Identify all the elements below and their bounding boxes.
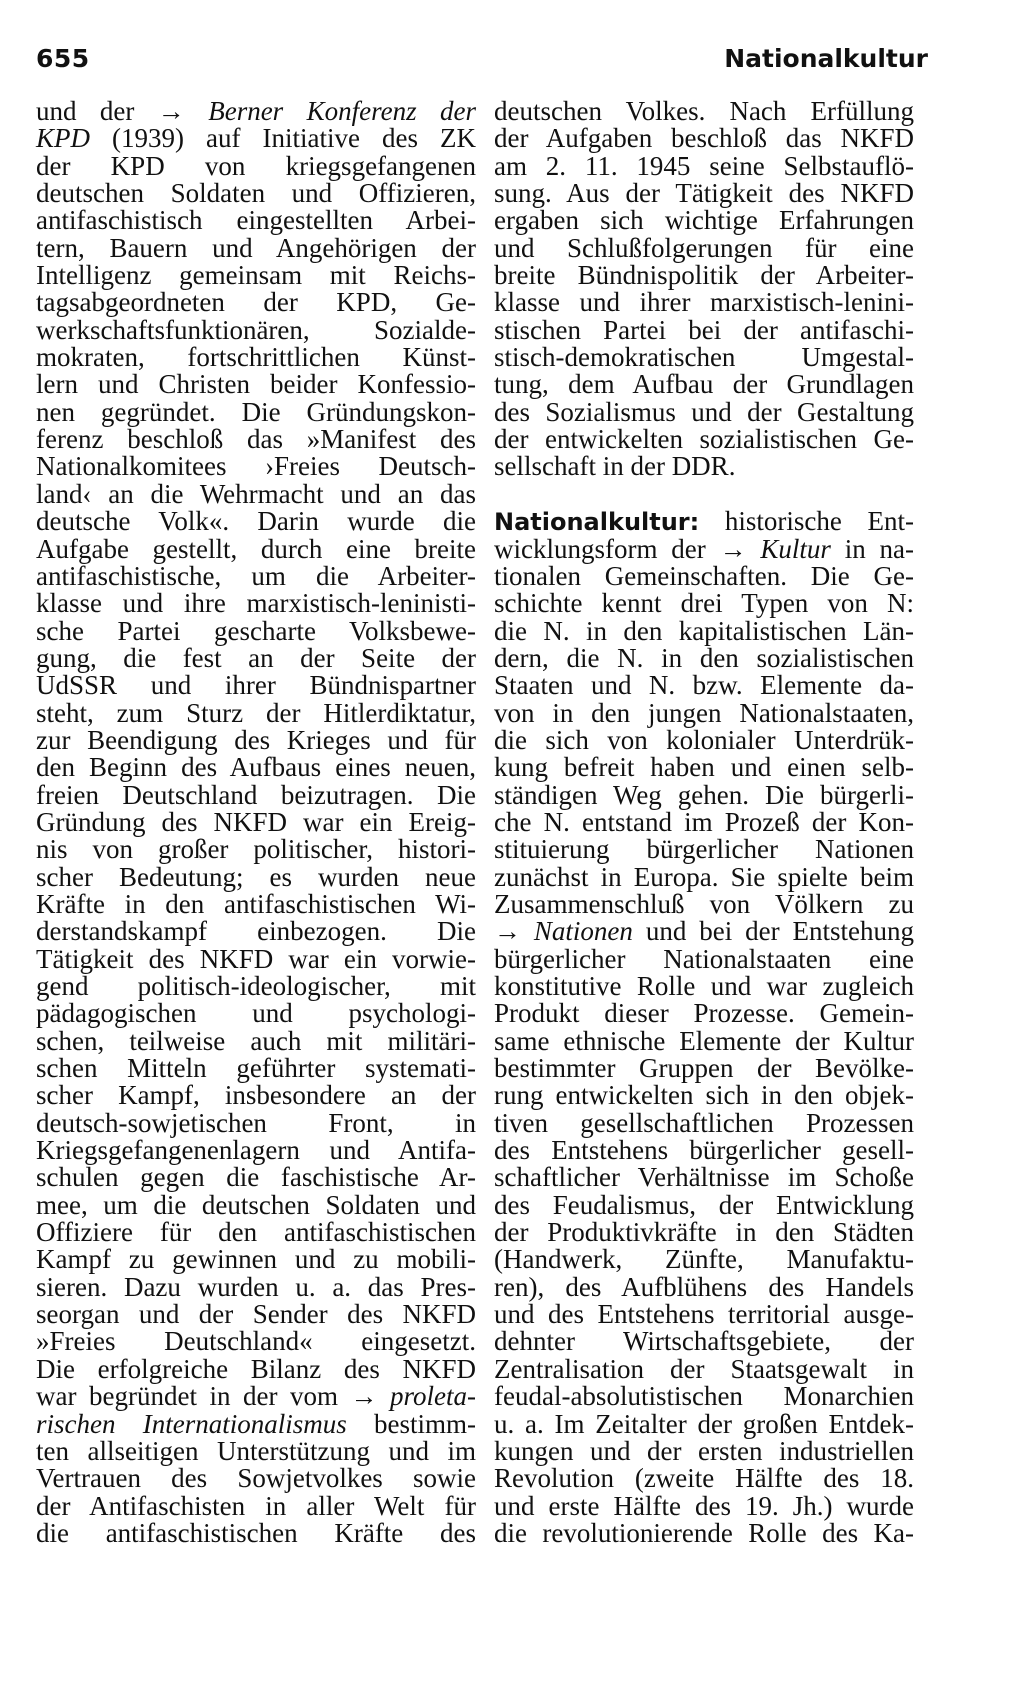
text-line: sche Partei gescharte Volksbewe-: [36, 615, 476, 646]
text-line: Kriegsgefangenenlagern und Antifa-: [36, 1135, 476, 1166]
text-line: werkschaftsfunktionären, Sozialde-: [36, 314, 476, 345]
entry-body-a: [494, 560, 914, 919]
entry-line: [494, 918, 914, 945]
text-line: (Handwerk, Zünfte, Manufaktu-: [494, 1244, 914, 1275]
text-line: die N. in den kapitalistischen Län-: [494, 615, 914, 646]
text-line: tung, dem Aufbau der Grundlagen: [494, 369, 914, 400]
text-line: von in den jungen Nationalstaaten,: [494, 697, 914, 728]
text-line: steht, zum Sturz der Hitlerdiktatur,: [36, 697, 476, 728]
text-line: des Feudalismus, der Entwicklung: [494, 1189, 914, 1220]
text-line: Aufgabe gestellt, durch eine breite: [36, 533, 476, 564]
text-line: lern und Christen beider Konfessio-: [36, 369, 476, 400]
text-line: Die erfolgreiche Bilanz des NKFD: [36, 1353, 476, 1384]
text-line: deutschen Soldaten und Offizieren,: [36, 178, 476, 209]
text-line: stischen Partei bei der antifaschi-: [494, 314, 914, 345]
cross-reference-nationen[interactable]: Nationen: [533, 916, 633, 947]
text-line: feudal-absolutistischen Monarchien: [494, 1381, 914, 1412]
text-line: klasse und ihrer marxistisch-lenini-: [494, 287, 914, 318]
text-line: der Produktivkräfte in den Städten: [494, 1217, 914, 1248]
text-line: und erste Hälfte des 19. Jh.) wurde: [494, 1490, 914, 1521]
text-line: Zusammenschluß von Völkern zu: [494, 888, 914, 919]
text-line: sung. Aus der Tätigkeit des NKFD: [494, 178, 914, 209]
text-line: Kräfte in den antifaschistischen Wi-: [36, 888, 476, 919]
text-line: deutsche Volk«. Darin wurde die: [36, 506, 476, 537]
entry-line-text: in na-: [830, 533, 914, 564]
cross-reference[interactable]: proleta-: [390, 1381, 476, 1412]
text-line: die antifaschistischen Kräfte des: [36, 1517, 476, 1548]
text-line: der entwickelten sozialistischen Ge-: [494, 424, 914, 455]
text-line: scher Kampf, insbesondere an der: [36, 1080, 476, 1111]
running-head: Nationalkultur: [724, 44, 928, 73]
text-line: ergaben sich wichtige Erfahrungen: [494, 205, 914, 236]
text-line: dehnter Wirtschaftsgebiete, der: [494, 1326, 914, 1357]
entry-line-text: wicklungsform der →: [494, 533, 761, 564]
text-line: stituierung bürgerlicher Nationen: [494, 834, 914, 865]
text-line: Gründung des NKFD war ein Ereig-: [36, 806, 476, 837]
text-line: schaftlicher Verhältnisse im Schoße: [494, 1162, 914, 1193]
left-column: [36, 98, 476, 1547]
text-line: deutschen Volkes. Nach Erfüllung: [494, 96, 914, 126]
text-line: [36, 98, 476, 125]
text-line: Offiziere für den antifaschistischen: [36, 1217, 476, 1248]
text-line: die sich von kolonialer Unterdrük-: [494, 724, 914, 755]
text-line: freien Deutschland beizutragen. Die: [36, 779, 476, 810]
text-line: ten allseitigen Unterstützung und im: [36, 1435, 476, 1466]
entry-line-text: und bei der Entstehung: [632, 916, 915, 947]
text-line: tagsabgeordneten der KPD, Ge-: [36, 287, 476, 318]
right-column: [494, 98, 914, 1547]
text-line: des Entstehens bürgerlicher gesell-: [494, 1135, 914, 1166]
text-line: rung entwickelten sich in den objek-: [494, 1080, 914, 1111]
cross-reference[interactable]: rischen Internationalismus: [36, 1408, 347, 1439]
text-line: kungen und der ersten industriellen: [494, 1435, 914, 1466]
text-line: Nationalkomitees ›Freies Deutsch-: [36, 451, 476, 482]
text-line: bestimmter Gruppen der Bevölke-: [494, 1053, 914, 1084]
text-line-part: war begründet in der vom →: [36, 1381, 391, 1412]
text-line: [36, 1383, 476, 1410]
text-line: schulen gegen die faschistische Ar-: [36, 1162, 476, 1193]
text-line-part: und der →: [36, 96, 209, 126]
previous-entry-continuation: [494, 98, 914, 481]
entry-first-line-text: historische Ent-: [699, 506, 914, 537]
text-line: »Freies Deutschland« eingesetzt.: [36, 1326, 476, 1357]
text-line: die revolutionierende Rolle des Ka-: [494, 1517, 914, 1548]
text-line: Produkt dieser Prozesse. Gemein-: [494, 998, 914, 1029]
text-line: sieren. Dazu wurden u. a. das Pres-: [36, 1271, 476, 1302]
cross-reference[interactable]: Berner Konferenz der: [208, 96, 476, 126]
text-line: land‹ an die Wehrmacht und an das: [36, 478, 476, 509]
text-line-part: bestimm-: [346, 1408, 476, 1439]
text-line: Revolution (zweite Hälfte des 18.: [494, 1463, 914, 1494]
text-line: klasse und ihre marxistisch-leninisti-: [36, 588, 476, 619]
text-line: Staaten und N. bzw. Elemente da-: [494, 670, 914, 701]
text-line: [36, 125, 476, 152]
text-line: nis von großer politischer, histori-: [36, 834, 476, 865]
text-line: sellschaft in der DDR.: [494, 451, 736, 482]
text-line: am 2. 11. 1945 seine Selbstauflö-: [494, 150, 914, 181]
text-line: UdSSR und ihrer Bündnispartner: [36, 670, 476, 701]
entry-first-line: [494, 508, 914, 535]
entry-spacer: [494, 481, 914, 508]
text-line: Zentralisation der Staatsgewalt in: [494, 1353, 914, 1384]
text-line: mee, um die deutschen Soldaten und: [36, 1189, 476, 1220]
cross-reference[interactable]: KPD: [36, 123, 90, 154]
text-line: same ethnische Elemente der Kultur: [494, 1025, 914, 1056]
cross-reference-kultur[interactable]: Kultur: [760, 533, 831, 564]
text-line: und Schlußfolgerungen für eine: [494, 232, 914, 263]
text-line: nen gegründet. Die Gründungskon-: [36, 396, 476, 427]
text-line: Intelligenz gemeinsam mit Reichs-: [36, 260, 476, 291]
text-line: ferenz beschloß das »Manifest des: [36, 424, 476, 455]
text-line: seorgan und der Sender des NKFD: [36, 1299, 476, 1330]
text-line: Tätigkeit des NKFD war ein vorwie-: [36, 943, 476, 974]
text-line: der KPD von kriegsgefangenen: [36, 150, 476, 181]
text-line: schichte kennt drei Typen von N:: [494, 588, 914, 619]
text-line: konstitutive Rolle und war zugleich: [494, 971, 914, 1001]
text-line: breite Bündnispolitik der Arbeiter-: [494, 260, 914, 291]
text-line: Vertrauen des Sowjetvolkes sowie: [36, 1463, 476, 1494]
text-line: scher Bedeutung; es wurden neue: [36, 861, 476, 892]
entry-line-text: →: [494, 916, 534, 947]
text-line: der Aufgaben beschloß das NKFD: [494, 123, 914, 154]
text-line: tiven gesellschaftlichen Prozessen: [494, 1107, 914, 1138]
text-line: und des Entstehens territorial ausge-: [494, 1299, 914, 1330]
text-line: zur Beendigung des Krieges und für: [36, 724, 476, 755]
entry-line: [494, 533, 914, 564]
text-line: Kampf zu gewinnen und zu mobili-: [36, 1244, 476, 1275]
text-line: antifaschistische, um die Arbeiter-: [36, 560, 476, 591]
entry-body-b: [494, 943, 914, 1548]
text-line: ren), des Aufblühens des Handels: [494, 1271, 914, 1302]
page-number: 655: [36, 44, 90, 73]
text-line: derstandskampf einbezogen. Die: [36, 916, 476, 947]
text-line: gend politisch-ideologischer, mit: [36, 971, 476, 1001]
text-line: deutsch-sowjetischen Front, in: [36, 1107, 476, 1138]
entry-lemma: Nationalkultur:: [494, 508, 700, 537]
text-line: u. a. Im Zeitalter der großen Entdek-: [494, 1408, 914, 1439]
text-line-part: (1939) auf Initiative des ZK: [90, 123, 476, 154]
text-line: tern, Bauern und Angehörigen der: [36, 232, 476, 263]
text-line: kung befreit haben und einen selb-: [494, 752, 914, 783]
text-line: mokraten, fortschrittlichen Künst-: [36, 342, 476, 373]
text-line: [36, 1408, 476, 1439]
text-line: dern, die N. in den sozialistischen: [494, 642, 914, 673]
text-line: ständigen Weg gehen. Die bürgerli-: [494, 779, 914, 810]
text-line: tionalen Gemeinschaften. Die Ge-: [494, 560, 914, 591]
text-line: schen, teilweise auch mit militäri-: [36, 1025, 476, 1056]
text-line: zunächst in Europa. Sie spielte beim: [494, 861, 914, 892]
text-line: bürgerlicher Nationalstaaten eine: [494, 943, 914, 974]
text-line: gung, die fest an der Seite der: [36, 642, 476, 673]
text-line: stisch-demokratischen Umgestal-: [494, 342, 914, 373]
text-line: antifaschistisch eingestellten Arbei-: [36, 205, 476, 236]
entry-nationalkultur: [494, 508, 914, 1547]
text-line: che N. entstand im Prozeß der Kon-: [494, 806, 914, 837]
text-line: den Beginn des Aufbaus eines neuen,: [36, 752, 476, 783]
text-line: pädagogischen und psychologi-: [36, 998, 476, 1029]
text-line: der Antifaschisten in aller Welt für: [36, 1490, 476, 1521]
text-line: des Sozialismus und der Gestaltung: [494, 396, 914, 427]
text-line: schen Mitteln geführter systemati-: [36, 1053, 476, 1084]
